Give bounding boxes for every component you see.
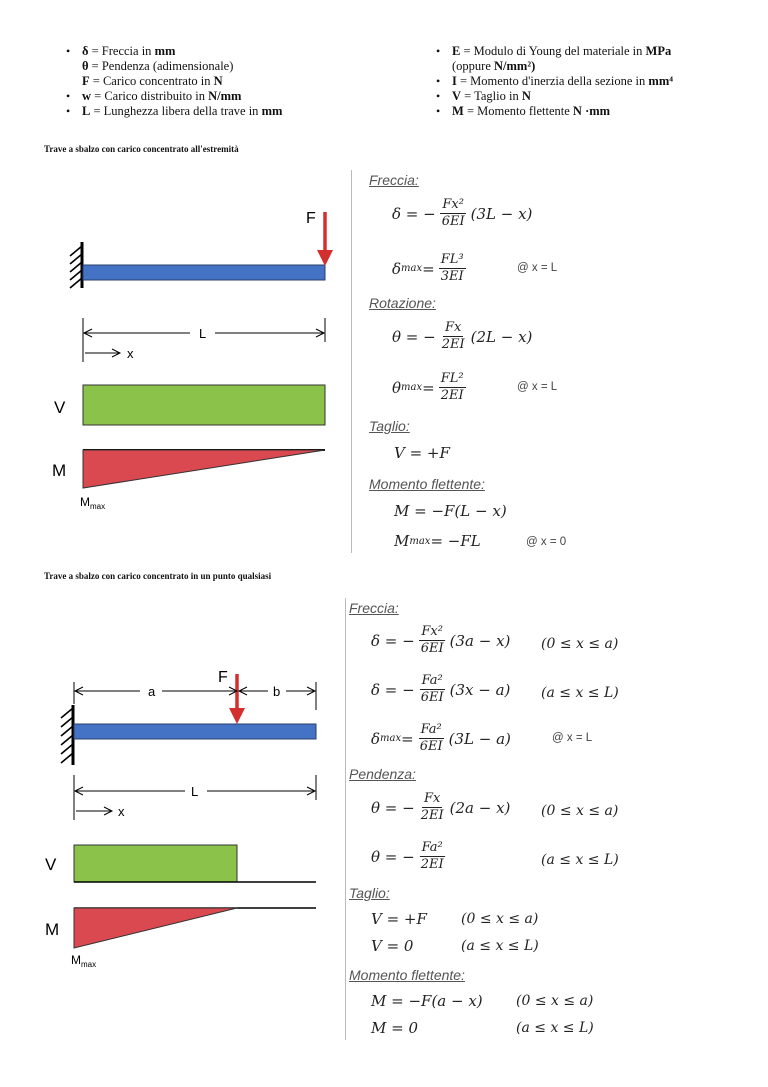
formula-condition: (a ≤ x ≤ L) bbox=[541, 852, 619, 868]
legend-item bbox=[44, 104, 282, 119]
formula: V = +F bbox=[394, 444, 450, 462]
moment-label: M bbox=[45, 920, 60, 939]
moment-diagram bbox=[83, 450, 325, 488]
beam bbox=[74, 724, 316, 739]
legend-right bbox=[414, 44, 673, 119]
symbol: F bbox=[82, 74, 90, 88]
formula: δ max = $\frac{\text{FL³}}{3EI}$ bbox=[392, 252, 464, 284]
section1-title: Trave a sbalzo con carico concentrato all'estremità bbox=[44, 144, 239, 154]
legend-item bbox=[414, 74, 673, 89]
legend-item bbox=[44, 89, 282, 104]
unit: N/mm bbox=[208, 89, 242, 103]
description: = Carico concentrato in bbox=[89, 74, 214, 88]
section1-formulas bbox=[351, 170, 752, 553]
description: = Momento flettente bbox=[463, 104, 573, 118]
section1-diagram bbox=[40, 170, 350, 515]
formula-note: @ x = L bbox=[552, 732, 593, 744]
description: = Taglio in bbox=[461, 89, 522, 103]
b-label: b bbox=[273, 684, 281, 699]
description: = Modulo di Young del materiale in bbox=[460, 44, 646, 58]
shear-label: V bbox=[54, 398, 66, 417]
description: = Carico distribuito in bbox=[91, 89, 209, 103]
section2-formulas bbox=[345, 598, 746, 1040]
momento-header: Momento flettente: bbox=[369, 476, 485, 492]
bullet: • bbox=[436, 89, 441, 103]
formula-note: @ x = 0 bbox=[526, 536, 567, 548]
freccia-header: Freccia: bbox=[369, 172, 419, 188]
unit: N bbox=[213, 74, 223, 88]
unit: mm⁴ bbox=[648, 74, 673, 88]
mmax-label: $M_{max}$ bbox=[71, 953, 97, 969]
wall-support bbox=[61, 705, 73, 765]
formula: δ = − $\frac{\text{Fx²}}{6EI}$ (3L − x) bbox=[392, 197, 533, 229]
formula-condition: (0 ≤ x ≤ a) bbox=[461, 911, 539, 927]
formula: V = +F bbox=[371, 910, 427, 928]
formula: θ max = $\frac{\text{FL²}}{2EI}$ bbox=[392, 371, 464, 403]
legend-item bbox=[44, 74, 282, 89]
wall-support bbox=[70, 242, 82, 288]
legend-item bbox=[414, 89, 673, 104]
formula: θ = − $\frac{\text{Fa²}}{2EI}$ bbox=[371, 840, 444, 872]
formula-note: @ x = L bbox=[517, 262, 558, 274]
shear-diagram bbox=[74, 845, 237, 882]
formula: M = −F(L − x) bbox=[394, 502, 507, 520]
force-label: F bbox=[218, 669, 228, 686]
load-arrow-icon bbox=[317, 212, 333, 266]
x-axis-label: x bbox=[118, 804, 125, 819]
moment-diagram bbox=[74, 908, 237, 948]
legend-item bbox=[44, 59, 282, 74]
formula: M = 0 bbox=[371, 1019, 419, 1037]
beam bbox=[83, 265, 325, 280]
legend-left bbox=[44, 44, 282, 119]
taglio-header: Taglio: bbox=[369, 418, 410, 434]
length-label: L bbox=[191, 784, 199, 799]
legend-item bbox=[44, 44, 282, 59]
shear-label: V bbox=[45, 855, 57, 874]
symbol: δ bbox=[82, 44, 89, 58]
bullet: • bbox=[436, 74, 441, 88]
bullet: • bbox=[66, 104, 71, 118]
legend-item bbox=[414, 59, 673, 74]
description: (oppure bbox=[452, 59, 494, 73]
formula: V = 0 bbox=[371, 937, 414, 955]
bullet: • bbox=[66, 89, 71, 103]
x-axis-label: x bbox=[127, 346, 134, 361]
symbol: θ bbox=[82, 59, 89, 73]
taglio-header: Taglio: bbox=[349, 885, 390, 901]
symbol: I bbox=[452, 74, 457, 88]
formula-condition: (0 ≤ x ≤ a) bbox=[541, 636, 619, 652]
section2-diagram bbox=[40, 660, 340, 970]
formula: δ = − $\frac{\text{Fa²}}{6EI}$ (3x − a) bbox=[371, 673, 511, 705]
description: = Pendenza (adimensionale) bbox=[88, 59, 234, 73]
symbol: w bbox=[82, 89, 92, 103]
freccia-header: Freccia: bbox=[349, 600, 399, 616]
description: = Freccia in bbox=[88, 44, 155, 58]
symbol: E bbox=[452, 44, 461, 58]
section2-title: Trave a sbalzo con carico concentrato in un punto qualsiasi bbox=[44, 571, 272, 581]
shear-diagram bbox=[83, 385, 325, 425]
a-label: a bbox=[148, 684, 156, 699]
moment-label: M bbox=[52, 461, 67, 480]
unit: N/mm²) bbox=[494, 59, 536, 73]
formula: M = −F(a − x) bbox=[371, 992, 483, 1010]
formula-condition: (a ≤ x ≤ L) bbox=[461, 938, 539, 954]
bullet: • bbox=[436, 44, 441, 58]
unit: mm bbox=[154, 44, 176, 58]
momento-header: Momento flettente: bbox=[349, 967, 465, 983]
unit: MPa bbox=[645, 44, 672, 58]
pendenza-header: Pendenza: bbox=[349, 766, 416, 782]
bullet: • bbox=[436, 104, 441, 118]
formula: δ max = $\frac{\text{Fa²}}{6EI}$ (3L − a) bbox=[371, 722, 511, 754]
bullet: • bbox=[66, 44, 71, 58]
symbol: M bbox=[452, 104, 464, 118]
legend-item bbox=[414, 104, 673, 119]
formula-condition: (a ≤ x ≤ L) bbox=[516, 1020, 594, 1036]
unit: N bbox=[521, 89, 531, 103]
formula-note: @ x = L bbox=[517, 381, 558, 393]
legend-item bbox=[414, 44, 673, 59]
formula-condition: (0 ≤ x ≤ a) bbox=[541, 803, 619, 819]
length-label: L bbox=[199, 326, 207, 341]
unit: N ·mm bbox=[572, 104, 611, 118]
description: = Momento d'inerzia della sezione in bbox=[456, 74, 649, 88]
formula: θ = − $\frac{Fx}{2EI}$ (2L − x) bbox=[392, 320, 533, 352]
formula-condition: (a ≤ x ≤ L) bbox=[541, 685, 619, 701]
symbol: V bbox=[452, 89, 462, 103]
description: = Lunghezza libera della trave in bbox=[90, 104, 262, 118]
mmax-label: $M_{max}$ bbox=[80, 495, 106, 511]
formula: δ = − $\frac{\text{Fx²}}{6EI}$ (3a − x) bbox=[371, 624, 511, 656]
load-arrow-icon bbox=[229, 674, 245, 724]
unit: mm bbox=[261, 104, 283, 118]
rotazione-header: Rotazione: bbox=[369, 295, 436, 311]
formula: θ = − $\frac{Fx}{2EI}$ (2a − x) bbox=[371, 791, 511, 823]
formula: M max = −FL bbox=[394, 532, 481, 550]
force-label: F bbox=[306, 210, 316, 227]
formula-condition: (0 ≤ x ≤ a) bbox=[516, 993, 594, 1009]
symbol: L bbox=[82, 104, 91, 118]
